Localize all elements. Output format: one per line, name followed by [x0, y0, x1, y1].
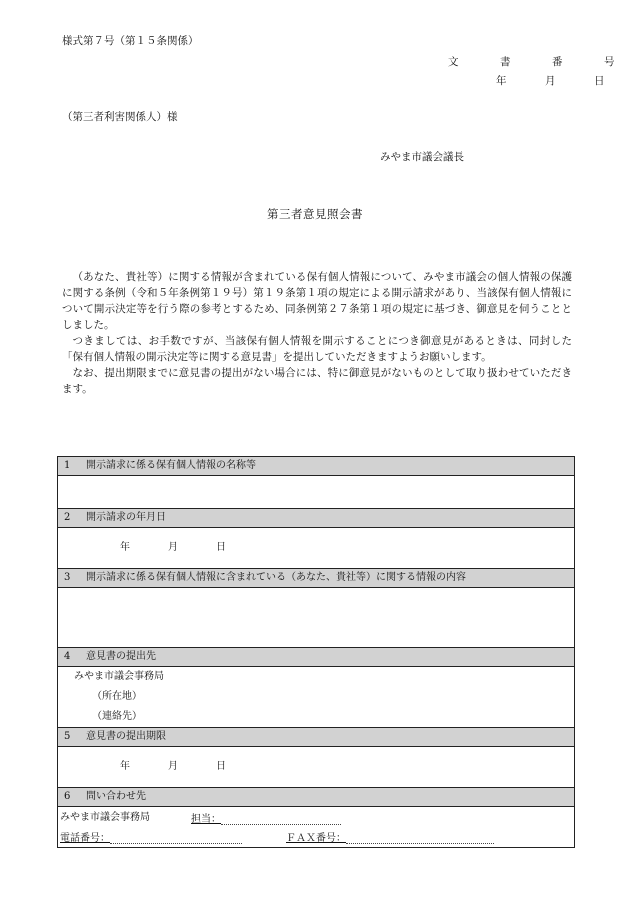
inquiry-office: みやま市議会事務局	[60, 812, 150, 823]
inquiry-person	[191, 813, 341, 825]
form-table	[57, 456, 575, 848]
section-6-field	[58, 807, 574, 847]
sender: みやま市議会議長	[380, 151, 464, 163]
section-heading: 開示請求に係る保有個人情報に含まれている（あなた、貴社等）に関する情報の内容	[86, 572, 466, 583]
person-label: 担当：	[191, 814, 221, 825]
submission-office: みやま市議会事務局	[74, 671, 164, 682]
phone-blank[interactable]	[110, 832, 242, 844]
fax-label: ＦＡＸ番号：	[286, 833, 346, 844]
document-date-label: 年 月 日	[496, 75, 619, 87]
section-5-field[interactable]	[58, 747, 574, 788]
year-label: 年	[120, 542, 130, 553]
year-label: 年	[120, 761, 130, 772]
body-text	[62, 269, 572, 397]
fax-blank[interactable]	[346, 832, 494, 844]
section-1-header	[58, 457, 574, 476]
inquiry-phone	[60, 832, 242, 844]
section-heading: 意見書の提出期限	[86, 731, 166, 742]
document-number-label: 文 書 番 号	[448, 56, 630, 68]
section-2-header	[58, 509, 574, 528]
body-paragraph-3: なお、提出期限までに意見書の提出がない場合には、特に御意見がないものとして取り扱わせていただきます。	[62, 367, 572, 395]
section-heading: 開示請求の年月日	[86, 512, 166, 523]
document-title: 第三者意見照会書	[267, 207, 363, 221]
person-blank[interactable]	[221, 813, 341, 825]
section-number: 5	[64, 731, 71, 742]
section-3-field[interactable]	[58, 588, 574, 648]
day-label: 日	[216, 542, 226, 553]
section-number: 6	[64, 791, 71, 802]
month-label: 月	[168, 761, 178, 772]
form-number: 様式第７号（第１５条関係）	[62, 35, 199, 47]
section-number: 2	[64, 512, 71, 523]
body-paragraph-1: （あなた、貴社等）に関する情報が含まれている保有個人情報について、みやま市議会の個人情報の保護に関する条例（令和５年条例第１９号）第１９条第１項の規定による開示請求があり、当該保有個人情報について開示決定等を行う際の参考とするため、同条例第２７条第１項の規定に基づき、御意見を伺うこととしました。	[62, 271, 572, 331]
phone-label: 電話番号：	[60, 833, 110, 844]
section-3-header	[58, 569, 574, 588]
section-4-header	[58, 648, 574, 667]
section-heading: 問い合わせ先	[86, 791, 146, 802]
section-number: 4	[64, 651, 71, 662]
section-heading: 開示請求に係る保有個人情報の名称等	[86, 460, 256, 471]
section-2-field[interactable]	[58, 528, 574, 569]
body-paragraph-2: つきましては、お手数ですが、当該保有個人情報を開示することにつき御意見があるときは、同封した「保有個人情報の開示決定等に関する意見書」を提出していただきますようお願いします。	[62, 335, 572, 363]
section-number: 1	[64, 460, 71, 471]
addressee: （第三者利害関係人）様	[62, 111, 178, 123]
day-label: 日	[216, 761, 226, 772]
inquiry-fax	[286, 832, 494, 844]
section-number: 3	[64, 572, 71, 583]
month-label: 月	[168, 542, 178, 553]
submission-contact-label: （連絡先）	[92, 711, 142, 722]
section-heading: 意見書の提出先	[86, 651, 156, 662]
section-4-field	[58, 667, 574, 728]
section-5-header	[58, 728, 574, 747]
submission-location-label: （所在地）	[92, 691, 142, 702]
section-1-field[interactable]	[58, 476, 574, 509]
section-6-header	[58, 788, 574, 807]
